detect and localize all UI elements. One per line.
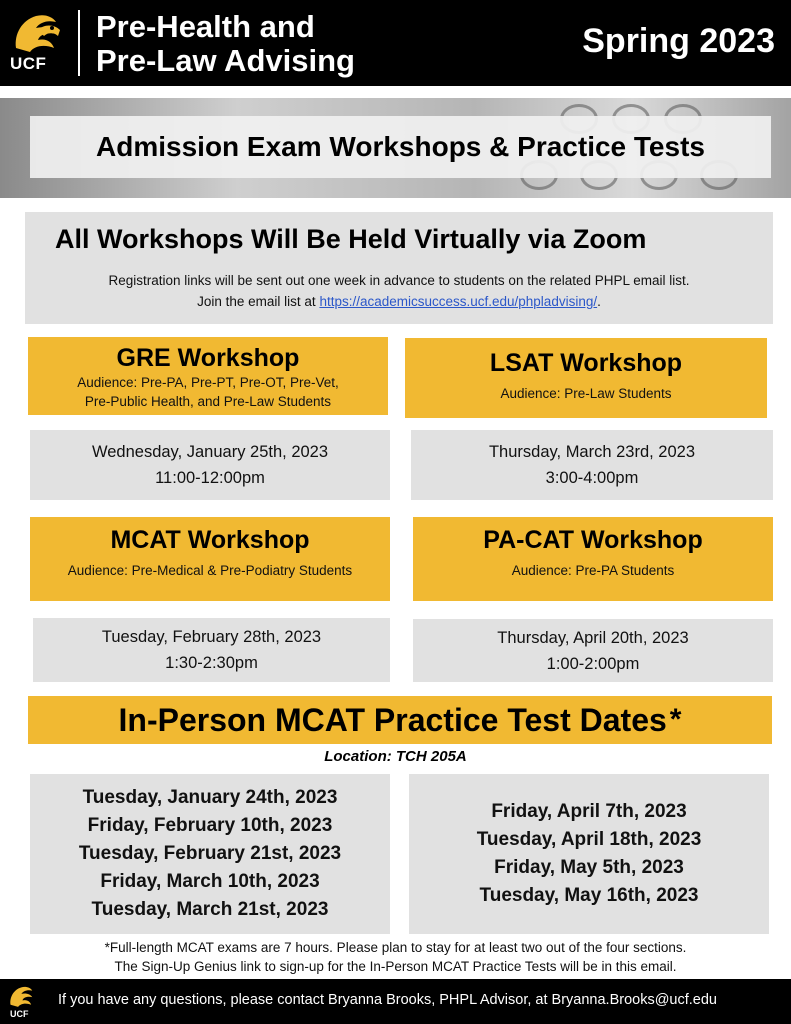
footer-logo-text: UCF xyxy=(10,1009,29,1019)
workshop-title: LSAT Workshop xyxy=(489,349,683,377)
pacat-schedule-box xyxy=(413,619,773,682)
practice-dates-right xyxy=(409,774,769,934)
zoom-note-line2 xyxy=(25,291,773,312)
footnote-line1: *Full-length MCAT exams are 7 hours. Please plan to stay for at least two out of the four sections. xyxy=(104,940,687,955)
gre-schedule-box xyxy=(30,430,390,500)
footnote-line2: The Sign-Up Genius link to sign-up for the In-Person MCAT Practice Tests will be in this email. xyxy=(114,959,677,974)
header-bar xyxy=(0,0,791,86)
practice-date: Tuesday, January 24th, 2023 xyxy=(82,787,338,808)
practice-heading-text: In-Person MCAT Practice Test Dates xyxy=(118,701,667,738)
workshop-time: 1:30-2:30pm xyxy=(165,654,258,672)
practice-date: Tuesday, May 16th, 2023 xyxy=(479,885,699,906)
workshop-audience: Audience: Pre-Medical & Pre-Podiatry Students xyxy=(67,563,353,578)
zoom-heading: All Workshops Will Be Held Virtually via Zoom xyxy=(55,224,647,254)
mcat-workshop-card xyxy=(30,517,390,601)
lsat-schedule-box xyxy=(411,430,773,500)
pacat-workshop-card xyxy=(413,517,773,601)
workshop-date: Wednesday, January 25th, 2023 xyxy=(91,443,329,461)
practice-date: Tuesday, March 21st, 2023 xyxy=(91,899,329,920)
zoom-note xyxy=(25,270,773,312)
practice-date: Friday, February 10th, 2023 xyxy=(87,815,333,836)
workshop-date: Tuesday, February 28th, 2023 xyxy=(101,628,322,646)
gre-workshop-card xyxy=(28,337,388,415)
practice-test-heading xyxy=(28,696,772,744)
practice-date: Friday, April 7th, 2023 xyxy=(491,801,687,822)
banner-image xyxy=(0,98,791,198)
practice-date: Friday, May 5th, 2023 xyxy=(494,857,684,878)
lsat-workshop-card xyxy=(405,338,767,418)
zoom-note-prefix: Join the email list at xyxy=(197,294,320,309)
zoom-note-line1: Registration links will be sent out one week in advance to students on the related PHPL email list. xyxy=(108,273,690,288)
practice-date: Tuesday, February 21st, 2023 xyxy=(78,843,342,864)
workshop-audience: Audience: Pre-Law Students xyxy=(500,386,672,401)
header-title xyxy=(96,10,355,78)
zoom-note-suffix: . xyxy=(597,294,601,309)
header-title-line2: Pre-Law Advising xyxy=(96,43,355,78)
ucf-logo-text: UCF xyxy=(10,54,47,73)
workshop-date: Thursday, April 20th, 2023 xyxy=(497,628,689,647)
banner-title: Admission Exam Workshops & Practice Tests xyxy=(30,116,771,178)
term-label: Spring 2023 xyxy=(582,22,775,60)
practice-location: Location: TCH 205A xyxy=(324,748,467,765)
workshop-time: 3:00-4:00pm xyxy=(545,469,639,487)
workshop-time: 1:00-2:00pm xyxy=(546,654,640,673)
mcat-schedule-box xyxy=(33,618,390,682)
workshop-time: 11:00-12:00pm xyxy=(155,469,265,487)
workshop-title: MCAT Workshop xyxy=(110,526,310,554)
workshop-audience: Audience: Pre-PA Students xyxy=(511,563,675,578)
workshop-title: GRE Workshop xyxy=(116,344,300,372)
workshop-date: Thursday, March 23rd, 2023 xyxy=(488,443,696,461)
practice-dates-left xyxy=(30,774,390,934)
asterisk-mark: * xyxy=(669,703,682,736)
footer-bar xyxy=(0,979,791,1024)
zoom-info-box xyxy=(25,212,773,324)
header-title-line1: Pre-Health and xyxy=(96,9,315,44)
workshop-audience: Pre-Public Health, and Pre-Law Students xyxy=(84,394,332,409)
practice-date: Friday, March 10th, 2023 xyxy=(100,871,320,892)
header-divider xyxy=(78,10,80,76)
workshop-title: PA-CAT Workshop xyxy=(483,526,703,554)
practice-footnote xyxy=(0,938,791,976)
email-list-link[interactable]: https://academicsuccess.ucf.edu/phpladvising/ xyxy=(319,294,598,309)
workshop-audience: Audience: Pre-PA, Pre-PT, Pre-OT, Pre-Vet, xyxy=(77,375,339,390)
contact-text: If you have any questions, please contact Bryanna Brooks, PHPL Advisor, at Bryanna.Brooks@ucf.edu xyxy=(58,992,717,1008)
practice-date: Tuesday, April 18th, 2023 xyxy=(476,829,702,850)
